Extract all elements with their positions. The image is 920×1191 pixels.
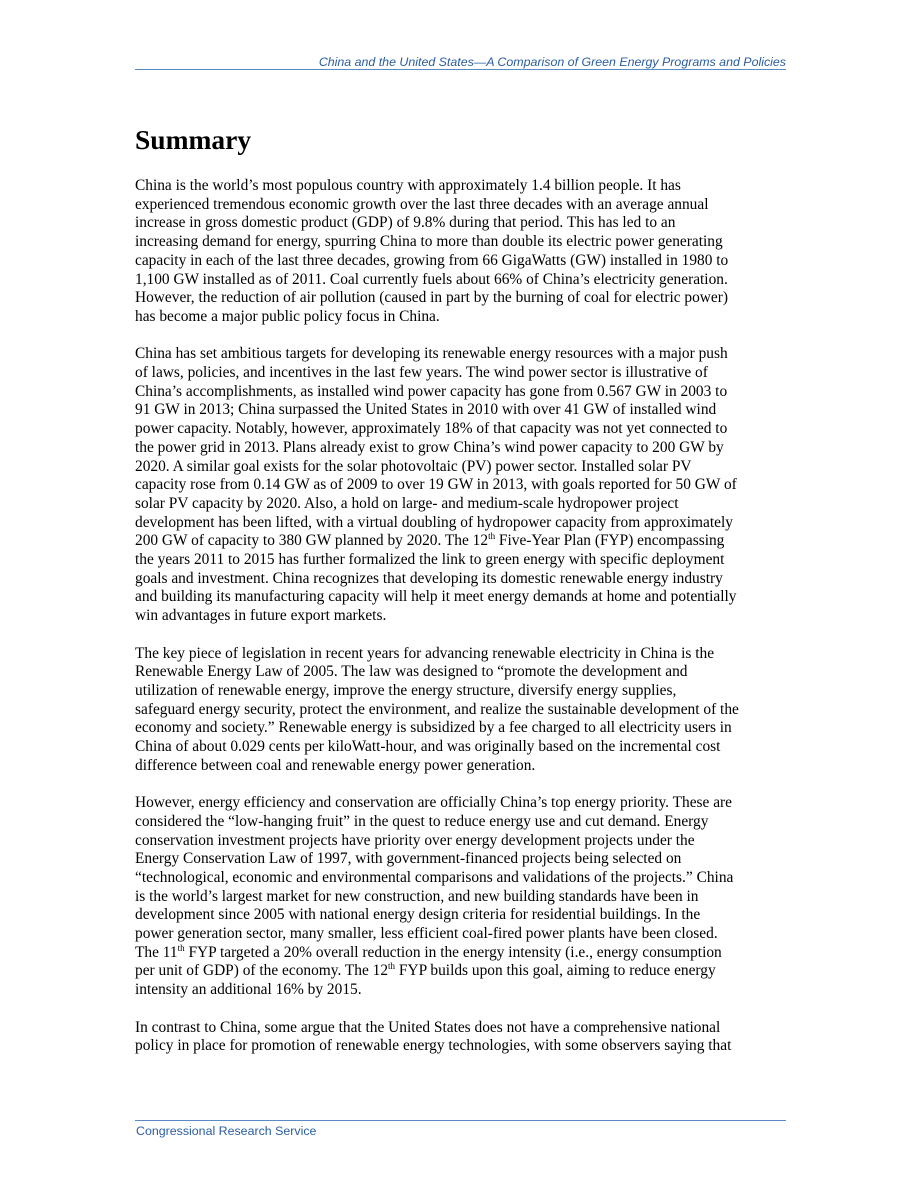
ordinal-superscript: th bbox=[388, 961, 396, 972]
text-line: 91 GW in 2013; China surpassed the United States in 2010 with over 41 GW of installed wind bbox=[135, 401, 717, 419]
text-fragment: FYP builds upon this goal, aiming to reduce energy bbox=[395, 962, 716, 980]
text-line: China is the world’s most populous country with approximately 1.4 billion people. It has bbox=[135, 177, 681, 194]
text-line: policy in place for promotion of renewable energy technologies, with some observers saying that bbox=[135, 1037, 732, 1055]
text-line: conservation investment projects have priority over energy development projects under the bbox=[135, 831, 695, 849]
text-line: experienced tremendous economic growth over the last three decades with an average annual bbox=[135, 195, 709, 213]
text-line: capacity rose from 0.14 GW as of 2009 to over 19 GW in 2013, with goals reported for 50 GW of bbox=[135, 476, 737, 494]
text-line: goals and investment. China recognizes that developing its domestic renewable energy industry bbox=[135, 569, 723, 587]
body-text bbox=[135, 177, 786, 1075]
text-line: capacity in each of the last three decades, growing from 66 GigaWatts (GW) installed in 1980 to bbox=[135, 251, 729, 269]
text-line: “technological, economic and environmental comparisons and validations of the projects.” China bbox=[135, 868, 734, 886]
text-line: Energy Conservation Law of 1997, with government-financed projects being selected on bbox=[135, 850, 682, 868]
text-line: and building its manufacturing capacity will help it meet energy demands at home and potentially bbox=[135, 588, 737, 606]
paragraph-1 bbox=[135, 177, 786, 327]
page-title: Summary bbox=[135, 124, 252, 155]
text-line: development since 2005 with national energy design criteria for residential buildings. In the bbox=[135, 906, 701, 924]
footer-rule bbox=[135, 1120, 786, 1121]
text-line: is the world’s largest market for new construction, and new building standards have been in bbox=[135, 887, 699, 905]
text-line: increasing demand for energy, spurring China to more than double its electric power generating bbox=[135, 233, 723, 251]
text-line: Renewable Energy Law of 2005. The law was designed to “promote the development and bbox=[135, 663, 688, 681]
footer-publisher: Congressional Research Service bbox=[136, 1124, 317, 1138]
text-line: The key piece of legislation in recent years for advancing renewable electricity in China is the bbox=[135, 644, 715, 662]
text-line: 1,100 GW installed as of 2011. Coal currently fuels about 66% of China’s electricity generation. bbox=[135, 270, 728, 288]
text-line: economy and society.” Renewable energy is subsidized by a fee charged to all electricity users in bbox=[135, 719, 732, 737]
text-line: China of about 0.029 cents per kiloWatt-hour, and was originally based on the incremental cost bbox=[135, 738, 721, 756]
text-line: However, the reduction of air pollution (caused in part by the burning of coal for electric power) bbox=[135, 289, 728, 307]
text-fragment: 200 GW of capacity to 380 GW planned by 2020. The 12 bbox=[135, 532, 489, 550]
text-line: utilization of renewable energy, improve the energy structure, diversify energy supplies, bbox=[135, 681, 677, 699]
ordinal-superscript: th bbox=[488, 531, 496, 542]
text-line: intensity an additional 16% by 2015. bbox=[135, 981, 362, 999]
text-line: the years 2011 to 2015 has further formalized the link to green energy with specific deployment bbox=[135, 551, 725, 569]
paragraph-5 bbox=[135, 1019, 786, 1056]
text-line-12th-fyp bbox=[135, 962, 786, 981]
text-line: China has set ambitious targets for developing its renewable energy resources with a major push bbox=[135, 345, 728, 363]
text-line: China’s accomplishments, as installed wind power capacity has gone from 0.567 GW in 2003 to bbox=[135, 382, 728, 400]
text-line: 2020. A similar goal exists for the solar photovoltaic (PV) power sector. Installed solar PV bbox=[135, 457, 692, 475]
text-line: difference between coal and renewable energy power generation. bbox=[135, 756, 536, 774]
text-line: development has been lifted, with a virtual doubling of hydropower capacity from approximately bbox=[135, 513, 733, 531]
paragraph-4 bbox=[135, 794, 786, 1000]
text-fragment: Five-Year Plan (FYP) encompassing bbox=[495, 532, 725, 550]
text-line-11th-fyp bbox=[135, 944, 786, 963]
running-header-title: China and the United States—A Comparison of Green Energy Programs and Policies bbox=[318, 55, 786, 69]
text-line: power capacity. Notably, however, approximately 18% of that capacity was not yet connected to bbox=[135, 420, 728, 438]
text-line: increase in gross domestic product (GDP) of 9.8% during that period. This has led to an bbox=[135, 214, 676, 232]
paragraph-2 bbox=[135, 345, 786, 626]
text-fragment: The 11 bbox=[135, 943, 178, 961]
ordinal-superscript: th bbox=[177, 942, 185, 953]
text-line-fyp bbox=[135, 532, 786, 551]
text-line: considered the “low-hanging fruit” in the quest to reduce energy use and cut demand. Energy bbox=[135, 812, 709, 830]
text-line: In contrast to China, some argue that the United States does not have a comprehensive national bbox=[135, 1018, 721, 1036]
text-line: win advantages in future export markets. bbox=[135, 607, 387, 625]
text-line: However, energy efficiency and conservation are officially China’s top energy priority. These are bbox=[135, 794, 732, 812]
text-line: safeguard energy security, protect the environment, and realize the sustainable development of the bbox=[135, 700, 739, 718]
paragraph-3 bbox=[135, 645, 786, 776]
text-line: solar PV capacity by 2020. Also, a hold on large- and medium-scale hydropower project bbox=[135, 494, 679, 512]
text-line: has become a major public policy focus in China. bbox=[135, 307, 440, 325]
text-line: of laws, policies, and incentives in the last few years. The wind power sector is illustrative of bbox=[135, 364, 708, 382]
text-line: power generation sector, many smaller, less efficient coal-fired power plants have been closed. bbox=[135, 925, 718, 943]
text-fragment: FYP targeted a 20% overall reduction in the energy intensity (i.e., energy consumption bbox=[184, 943, 722, 961]
text-line: the power grid in 2013. Plans already exist to grow China’s wind power capacity to 200 GW by bbox=[135, 438, 724, 456]
header-rule bbox=[135, 69, 786, 70]
text-fragment: per unit of GDP) of the economy. The 12 bbox=[135, 962, 389, 980]
